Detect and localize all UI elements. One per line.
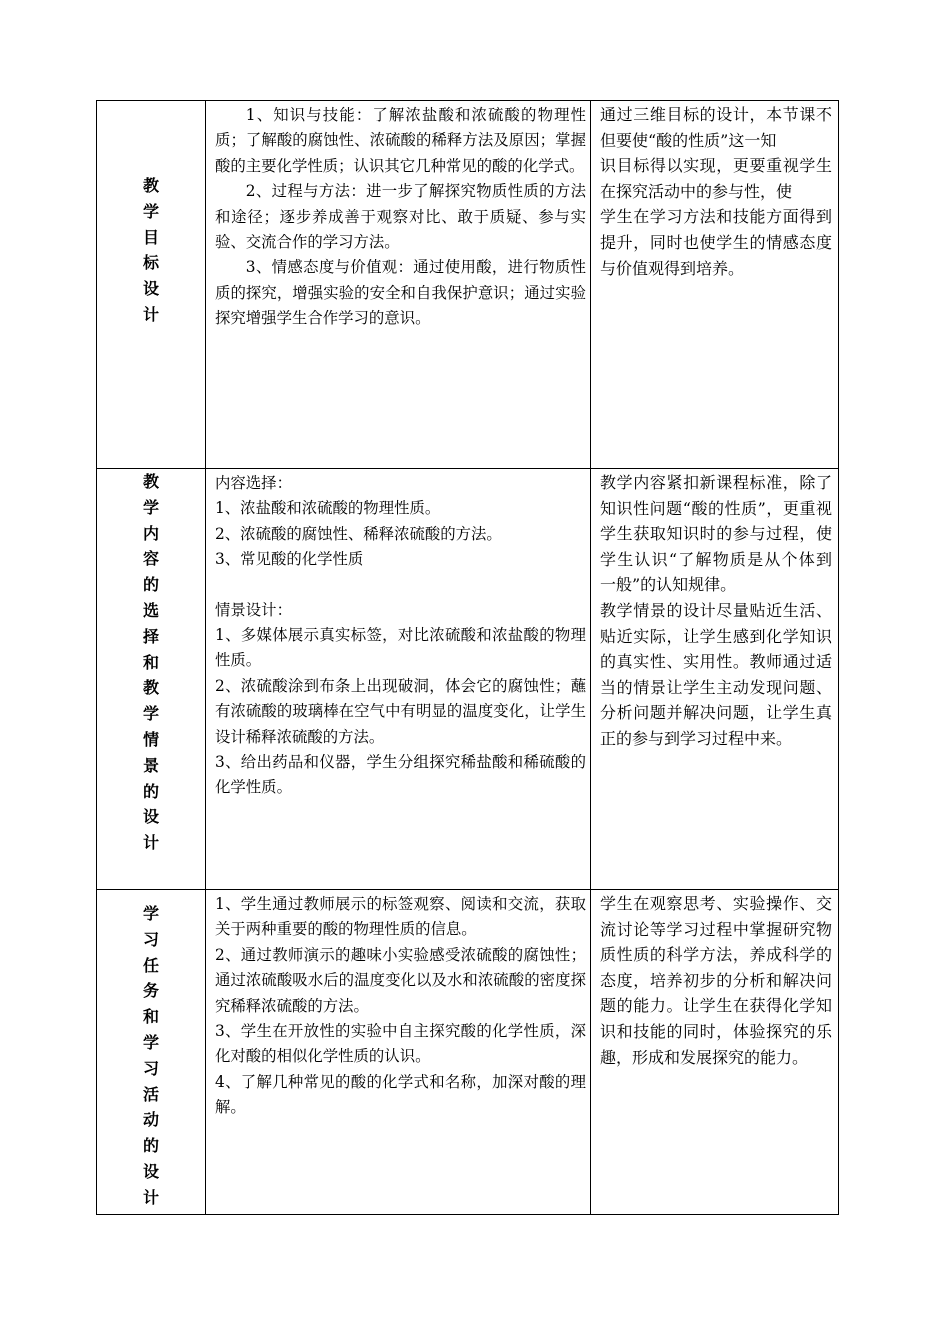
label-char: 计	[142, 1187, 159, 1207]
reason-paragraph: 教学内容紧扣新课程标准，除了知识性问题“酸的性质”，更重视学生获取知识时的参与过程，使学生认识“了解物质是从个体到一般”的认知规律。	[600, 473, 832, 595]
label-char: 设	[142, 807, 159, 827]
label-char: 设	[142, 279, 159, 299]
row-label-learning-activities	[97, 890, 205, 1211]
learning-activities-reason	[591, 890, 838, 1070]
objective-attitude: 3、情感态度与价值观：通过使用酸，进行物质性质的探究，增强实验的安全和自我保护意识；通过实验探究增强学生合作学习的意识。	[215, 258, 586, 328]
content-cell	[206, 101, 591, 469]
label-char: 习	[142, 929, 159, 949]
label-char: 计	[142, 833, 159, 853]
label-char: 选	[142, 600, 159, 620]
reason-cell	[591, 469, 839, 890]
label-char: 动	[142, 1110, 159, 1130]
label-char: 容	[142, 549, 159, 569]
lesson-design-table	[96, 100, 839, 1215]
activity-item: 1、学生通过教师展示的标签观察、阅读和交流，获取关于两种重要的酸的物理性质的信息。	[215, 895, 586, 939]
reason-paragraph: 学生在观察思考、实验操作、交流讨论等学习过程中掌握研究物质性质的科学方法，养成科学的态度，培养初步的分析和解决问题的能力。让学生在获得化学知识和技能的同时，体验探究的乐趣，形成和发展探究的能力。	[600, 894, 832, 1067]
label-char: 内	[142, 523, 159, 543]
paragraph-gap	[215, 573, 586, 598]
label-char: 学	[142, 497, 159, 517]
scene-design-item: 3、给出药品和仪器，学生分组探究稀盐酸和稀硫酸的化学性质。	[215, 753, 586, 797]
reason-paragraph: 通过三维目标的设计，本节课不但要使“酸的性质”这一知	[600, 105, 832, 150]
label-char: 教	[142, 176, 159, 195]
reason-paragraph: 识目标得以实现，更要重视学生在探究活动中的参与性，使	[600, 156, 832, 201]
content-selection-item: 2、浓硫酸的腐蚀性、稀释浓硫酸的方法。	[215, 524, 502, 543]
content-cell	[206, 469, 591, 890]
table-row-learning-activities	[97, 890, 839, 1215]
content-cell	[206, 890, 591, 1215]
label-char: 和	[142, 1007, 159, 1027]
label-char: 景	[142, 755, 159, 775]
label-char: 标	[142, 253, 159, 273]
label-char: 教	[142, 678, 159, 698]
reason-cell	[591, 890, 839, 1215]
row-label-cell	[97, 101, 206, 469]
label-char: 任	[142, 955, 159, 975]
activity-item: 4、了解几种常见的酸的化学式和名称，加深对酸的理解。	[215, 1072, 586, 1117]
label-char: 学	[142, 904, 159, 923]
row-label-content-scene	[97, 469, 205, 856]
objective-process: 2、过程与方法：进一步了解探究物质性质的方法和途径；逐步养成善于观察对比、敢于质疑、参与实验、交流合作的学习方法。	[215, 182, 586, 252]
label-char: 择	[142, 626, 159, 646]
label-char: 的	[142, 781, 159, 801]
table-row-content-scene	[97, 469, 839, 890]
label-char: 计	[142, 304, 159, 324]
reason-paragraph: 学生在学习方法和技能方面得到提升，同时也使学生的情感态度与价值观得到培养。	[600, 207, 832, 278]
objective-knowledge: 1、知识与技能：了解浓盐酸和浓硫酸的物理性质；了解酸的腐蚀性、浓硫酸的稀释方法及原因；掌握酸的主要化学性质；认识其它几种常见的酸的化学式。	[215, 106, 586, 175]
label-char: 设	[142, 1161, 159, 1181]
scene-design-item: 1、多媒体展示真实标签，对比浓硫酸和浓盐酸的物理性质。	[215, 626, 586, 670]
objectives-reason	[591, 101, 838, 281]
label-char: 教	[142, 472, 159, 491]
label-char: 务	[142, 981, 159, 1001]
label-char: 目	[142, 227, 159, 247]
content-selection-heading: 内容选择：	[215, 474, 292, 492]
reason-paragraph: 教学情景的设计尽量贴近生活、贴近实际，让学生感到化学知识的真实性、实用性。教师通过适当的情景让学生主动发现问题、分析问题并解决问题，让学生真正的参与到学习过程中来。	[600, 600, 832, 748]
label-char: 习	[142, 1058, 159, 1078]
scene-design-heading: 情景设计：	[215, 600, 292, 619]
content-scene-reason	[591, 469, 838, 752]
label-char: 学	[142, 201, 159, 221]
reason-cell	[591, 101, 839, 469]
activity-item: 2、通过教师演示的趣味小实验感受浓硫酸的腐蚀性；通过浓硫酸吸水后的温度变化以及水和浓硫酸的密度探究稀释浓硫酸的方法。	[215, 945, 586, 1015]
content-selection-item: 3、常见酸的化学性质	[215, 550, 364, 569]
objectives-content	[206, 101, 590, 332]
row-label-objectives	[97, 101, 205, 328]
label-char: 的	[142, 575, 159, 595]
label-char: 的	[142, 1136, 159, 1156]
table-row-objectives	[97, 101, 839, 469]
content-scene-content	[206, 469, 590, 801]
row-label-cell	[97, 890, 206, 1215]
label-char: 活	[142, 1084, 159, 1104]
activity-item: 3、学生在开放性的实验中自主探究酸的化学性质，深化对酸的相似化学性质的认识。	[215, 1022, 586, 1066]
label-char: 情	[142, 729, 159, 749]
label-char: 学	[142, 1032, 159, 1052]
learning-activities-content	[206, 890, 590, 1121]
content-selection-item: 1、浓盐酸和浓硫酸的物理性质。	[215, 499, 441, 518]
label-char: 学	[142, 704, 159, 724]
label-char: 和	[142, 652, 159, 672]
scene-design-item: 2、浓硫酸涂到布条上出现破洞，体会它的腐蚀性；蘸有浓硫酸的玻璃棒在空气中有明显的温度变化，让学生设计稀释浓硫酸的方法。	[215, 676, 586, 746]
row-label-cell	[97, 469, 206, 890]
